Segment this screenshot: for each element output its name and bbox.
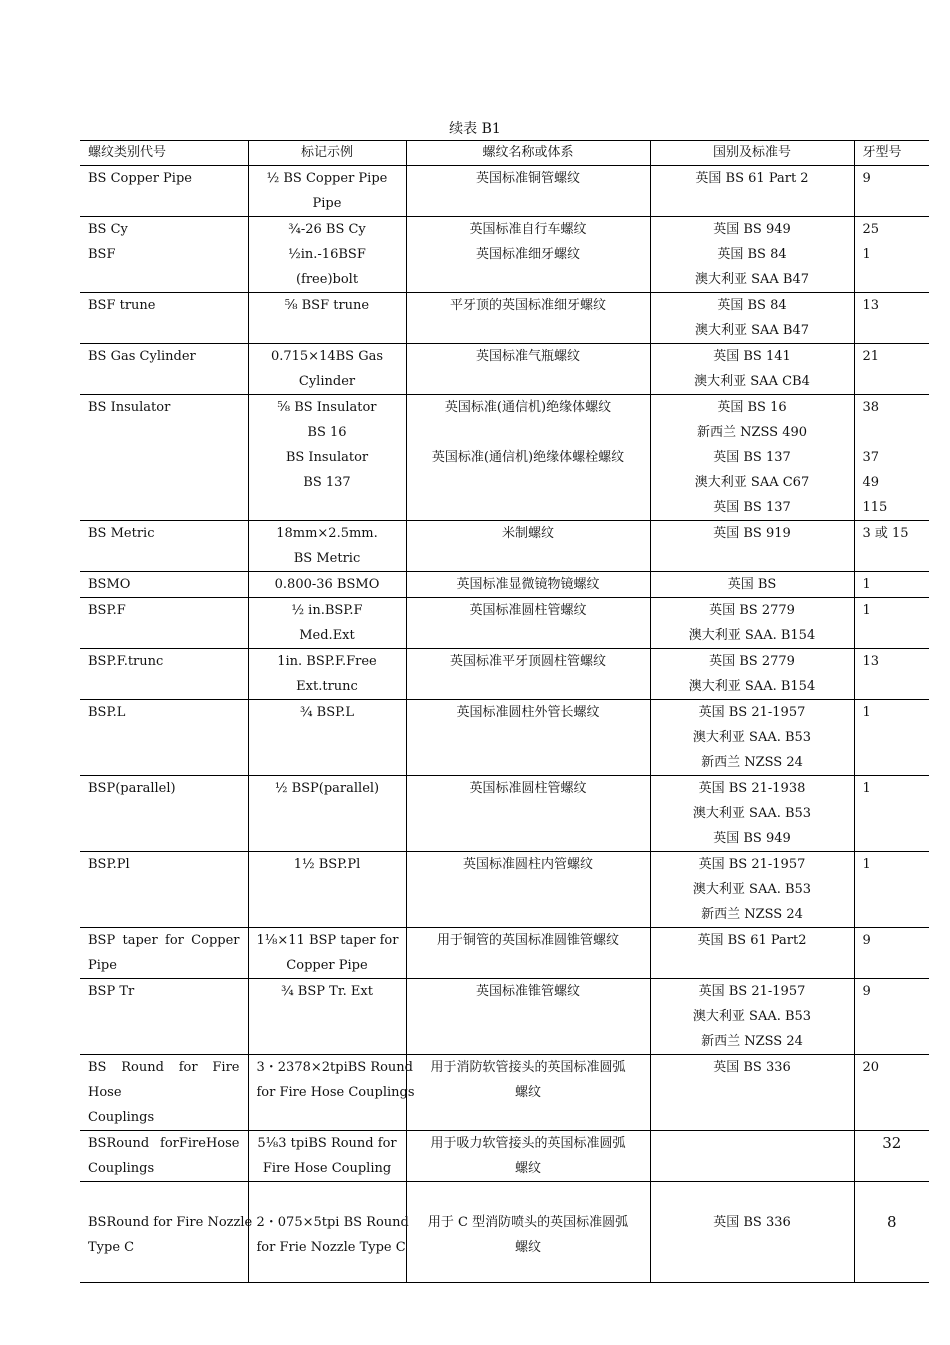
table-row [80,344,929,395]
cell-profile-line: 9 [862,933,871,948]
cell-name-line: 英国标准圆柱外管长螺纹 [456,705,600,720]
cell-profile-line: 38 [862,400,880,415]
cell-code [80,293,248,344]
cell-example-line: ⅝ BSF trune [284,298,370,313]
table-row [80,1055,929,1131]
cell-name-line: 英国标准气瓶螺纹 [475,349,580,364]
cell-name [406,521,650,572]
cell-example [248,521,406,572]
cell-name [406,395,650,521]
cell-standard-line: 澳大利亚 SAA B47 [694,323,810,338]
cell-standard [650,521,854,572]
cell-profile-line: 20 [862,1060,880,1075]
table-row [80,700,929,776]
cell-standard [650,598,854,649]
cell-name [406,572,650,598]
cell-code-line: BSMO [88,577,131,592]
cell-profile [854,928,929,979]
cell-code [80,700,248,776]
cell-code [80,852,248,928]
cell-name-line: 用于铜管的英国标准圆锥管螺纹 [436,933,619,948]
cell-name [406,217,650,293]
cell-example-line: BS 16 [307,425,347,440]
cell-standard-line: 英国 BS 61 Part 2 [695,171,809,186]
cell-name-line: 英国标准铜管螺纹 [475,171,580,186]
header-row [80,141,929,166]
cell-standard [650,293,854,344]
cell-example-line: for Fire Hose Couplings [256,1085,415,1100]
table-row [80,776,929,852]
cell-code [80,1131,248,1182]
cell-profile [854,344,929,395]
cell-code-line: BS Metric [88,526,155,541]
cell-example [248,1131,406,1182]
cell-standard-line: 新西兰 NZSS 24 [701,755,803,770]
cell-example-line: ¾ BSP Tr. Ext [281,984,373,999]
table-row [80,293,929,344]
cell-standard-line: 英国 BS 21-1957 [698,705,806,720]
cell-code-line: BS Round for Fire Hose [88,1060,240,1100]
cell-example-line: BS 137 [303,475,351,490]
cell-example-line: 2・075×5tpi BS Round [256,1215,409,1230]
cell-standard-line: 澳大利亚 SAA. B154 [688,628,816,643]
cell-name-line: 英国标准细牙螺纹 [475,247,580,262]
cell-standard-line: 新西兰 NZSS 490 [696,425,808,440]
cell-standard-line: 英国 BS 949 [713,222,791,237]
cell-standard [650,1182,854,1283]
cell-standard [650,344,854,395]
cell-standard-line: 澳大利亚 SAA CB4 [694,374,810,389]
cell-name [406,1131,650,1182]
cell-code-line: BS Cy [88,222,128,237]
table-row [80,928,929,979]
cell-profile-line [863,420,922,445]
cell-standard-line: 英国 BS 16 [717,400,787,415]
cell-profile [854,293,929,344]
cell-example-line: for Frie Nozzle Type C [256,1240,406,1255]
cell-standard-line: 英国 BS 949 [713,831,791,846]
cell-name-line: 用于消防软管接头的英国标准圆弧 [430,1060,626,1075]
cell-example [248,1182,409,1283]
thread-standards-table [80,140,929,1283]
cell-standard-line: 英国 BS 919 [713,526,791,541]
cell-name-line: 英国标准圆柱管螺纹 [469,603,587,618]
cell-name [406,649,650,700]
cell-example [248,852,406,928]
cell-standard [650,395,854,521]
cell-standard [650,166,854,217]
cell-standard-line: 英国 BS 84 [717,247,787,262]
cell-profile-line: 1 [862,577,871,592]
cell-example [248,700,406,776]
cell-code-line: BS Copper Pipe [88,171,192,186]
cell-name-line: 螺纹 [514,1240,541,1255]
cell-code [80,521,248,572]
cell-profile-line: 13 [862,654,880,669]
cell-name-line: 英国标准锥管螺纹 [475,984,580,999]
cell-code-line: Type C [88,1240,135,1255]
cell-example-line: (free)bolt [295,272,359,287]
cell-code-line: BSRound for Fire Nozzle [88,1215,253,1230]
cell-example-line: BS Metric [293,551,361,566]
cell-standard-line: 澳大利亚 SAA. B53 [692,1009,812,1024]
cell-example-line: ⅝ BS Insulator [277,400,377,415]
cell-example-line: Med.Ext [299,628,355,643]
cell-example-line: ½in.-16BSF [288,247,366,262]
cell-standard [650,572,854,598]
cell-profile-line: 1 [862,857,871,872]
cell-standard [650,928,854,979]
cell-standard [650,700,854,776]
cell-example [248,1055,415,1131]
cell-profile-line: 25 [862,222,880,237]
cell-profile-line: 1 [862,781,871,796]
table-row [80,395,929,521]
cell-code-line: BSP.F.trunc [88,654,164,669]
cell-example-line: Ext.trunc [296,679,358,694]
cell-profile-line: 115 [862,500,888,515]
cell-example [248,928,406,979]
table-row [80,852,929,928]
header-name: 螺纹名称或体系 [406,141,650,166]
cell-profile-line: 1 [862,705,871,720]
table-row [80,166,929,217]
cell-standard-line: 澳大利亚 SAA. B53 [692,882,812,897]
cell-standard-line: 新西兰 NZSS 24 [701,907,803,922]
cell-name-line: 英国标准圆柱管螺纹 [469,781,587,796]
cell-name-line: 螺纹 [514,1085,541,1100]
cell-code-line: BSRound forFireHose [88,1136,240,1151]
cell-name [406,293,650,344]
cell-name [406,928,650,979]
cell-name-line: 用于吸力软管接头的英国标准圆弧 [430,1136,626,1151]
cell-code [80,166,248,217]
cell-code-line: BSP.Pl [88,857,130,872]
cell-code-line: BSF trune [88,298,156,313]
cell-code-line: Couplings [88,1110,155,1125]
cell-code-line: BSP taper for Copper [88,933,240,948]
cell-code [80,344,248,395]
cell-standard [650,776,854,852]
header-standard: 国别及标准号 [650,141,854,166]
cell-name-line: 英国标准自行车螺纹 [469,222,587,237]
cell-standard-line: 英国 BS 84 [717,298,787,313]
cell-example-line: ½ BSP(parallel) [274,781,380,796]
cell-standard [650,979,854,1055]
cell-code [80,395,248,521]
cell-example-line: Fire Hose Coupling [262,1161,392,1176]
cell-standard [650,1131,854,1182]
cell-standard [650,217,854,293]
cell-profile [854,166,929,217]
cell-code-line: BS Gas Cylinder [88,349,196,364]
cell-standard [650,852,854,928]
cell-name-line: 英国标准(通信机)绝缘体螺纹 [444,400,612,415]
cell-example-line: ½ in.BSP.F [291,603,363,618]
cell-code [80,1182,253,1283]
cell-profile [854,979,929,1055]
cell-name [406,852,650,928]
cell-profile [854,649,929,700]
cell-standard-line: 澳大利亚 SAA. B53 [692,730,812,745]
cell-example-line: ¾ BSP.L [299,705,355,720]
cell-name [406,776,650,852]
cell-example [248,572,406,598]
cell-standard-line: 英国 BS 141 [713,349,791,364]
cell-example [248,598,406,649]
cell-example-line: ¾-26 BS Cy [288,222,366,237]
cell-code-line: Pipe [88,958,117,973]
cell-code-line: Couplings [88,1161,155,1176]
cell-profile [854,572,929,598]
cell-example-line: 0.800-36 BSMO [274,577,380,592]
cell-example [248,217,406,293]
cell-name [406,598,650,649]
cell-example-line: ½ BS Copper Pipe [266,171,388,186]
header-code: 螺纹类别代号 [80,141,248,166]
cell-profile [854,700,929,776]
cell-code [80,1055,248,1131]
cell-standard-line: 英国 BS 137 [713,500,791,515]
cell-example-line: Copper Pipe [286,958,368,973]
cell-example [248,979,406,1055]
cell-code-line: BSP Tr [88,984,135,999]
header-example: 标记示例 [248,141,406,166]
cell-profile-line: 8 [886,1213,897,1231]
cell-standard-line: 澳大利亚 SAA C67 [694,475,810,490]
cell-name [406,166,650,217]
table-row [80,1131,929,1182]
cell-profile [854,217,929,293]
cell-name-line: 英国标准(通信机)绝缘体螺栓螺纹 [431,450,625,465]
cell-code-line: BSF [88,247,116,262]
cell-example [248,166,406,217]
table-row [80,979,929,1055]
cell-name-line: 英国标准圆柱内管螺纹 [462,857,593,872]
cell-example-line: 5⅛3 tpiBS Round for [257,1136,397,1151]
cell-name-line: 英国标准平牙顶圆柱管螺纹 [449,654,606,669]
cell-code-line: BSP.L [88,705,126,720]
cell-profile-line: 3 或 15 [862,526,909,541]
cell-code [80,598,248,649]
cell-standard-line: 英国 BS 2779 [709,654,795,669]
cell-example [248,395,406,521]
cell-name-line: 用于 C 型消防喷头的英国标准圆弧 [427,1215,629,1230]
cell-example-line: 3・2378×2tpiBS Round [256,1060,413,1075]
cell-profile-line: 1 [862,603,871,618]
cell-standard [650,1055,854,1131]
cell-example-line: 1in. BSP.F.Free [277,654,377,669]
cell-profile [854,1131,929,1182]
table-row [80,572,929,598]
cell-example [248,776,406,852]
cell-code [80,979,248,1055]
cell-name-line: 米制螺纹 [501,526,554,541]
cell-profile-line: 9 [862,984,871,999]
cell-name-line [415,420,642,445]
cell-standard-line: 英国 BS 336 [713,1215,791,1230]
cell-profile-line: 1 [862,247,871,262]
cell-example-line: 0.715×14BS Gas [270,349,384,364]
cell-standard-line: 澳大利亚 SAA. B53 [692,806,812,821]
header-profile: 牙型号 [854,141,929,166]
cell-example-line: BS Insulator [285,450,369,465]
cell-standard-line: 英国 BS 21-1957 [698,857,806,872]
cell-code [80,776,248,852]
cell-name-line: 英国标准显微镜物镜螺纹 [456,577,600,592]
cell-standard-line: 英国 BS 21-1957 [698,984,806,999]
cell-standard-line: 英国 BS 336 [713,1060,791,1075]
cell-code [80,649,248,700]
cell-profile-line: 32 [882,1134,902,1152]
cell-standard-line: 英国 BS 137 [713,450,791,465]
cell-code [80,572,248,598]
cell-name [406,700,650,776]
cell-example-line: 18mm×2.5mm. [276,526,378,541]
cell-name-line: 平牙顶的英国标准细牙螺纹 [449,298,606,313]
cell-standard-line: 英国 BS 61 Part2 [697,933,807,948]
cell-standard-line: 澳大利亚 SAA. B154 [688,679,816,694]
cell-standard-line: 新西兰 NZSS 24 [701,1034,803,1049]
cell-example-line: Pipe [312,196,342,211]
cell-profile [854,852,929,928]
cell-standard-line: 英国 BS 2779 [709,603,795,618]
cell-example [248,344,406,395]
cell-name-line: 螺纹 [514,1161,541,1176]
cell-standard [650,649,854,700]
cell-name [406,1182,650,1283]
cell-code-line: BS Insulator [88,400,171,415]
cell-profile-line: 13 [862,298,880,313]
cell-name [406,1055,650,1131]
table-row [80,649,929,700]
cell-example-line: 1½ BSP.Pl [293,857,361,872]
cell-profile-line: 37 [862,450,880,465]
cell-profile [854,1182,929,1283]
cell-profile [854,776,929,852]
cell-example-line: 1⅛×11 BSP taper for [256,933,399,948]
cell-code [80,928,248,979]
cell-code-line: BSP(parallel) [88,781,176,796]
cell-standard-line: 英国 BS 21-1938 [698,781,806,796]
cell-profile [854,395,929,521]
cell-code-line: BSP.F [88,603,126,618]
cell-standard-line: 英国 BS [727,577,777,592]
cell-example [248,293,406,344]
table-row [80,1182,929,1283]
cell-profile [854,598,929,649]
table-row [80,217,929,293]
cell-profile [854,1055,929,1131]
cell-name [406,979,650,1055]
cell-name [406,344,650,395]
cell-standard-line: 澳大利亚 SAA B47 [694,272,810,287]
cell-profile-line: 49 [862,475,880,490]
cell-profile-line: 9 [862,171,871,186]
cell-code [80,217,248,293]
table-caption: 续表 B1 [449,121,501,137]
cell-example [248,649,406,700]
cell-example-line: Cylinder [298,374,356,389]
table-row [80,521,929,572]
cell-profile-line: 21 [862,349,880,364]
cell-profile [854,521,929,572]
table-row [80,598,929,649]
